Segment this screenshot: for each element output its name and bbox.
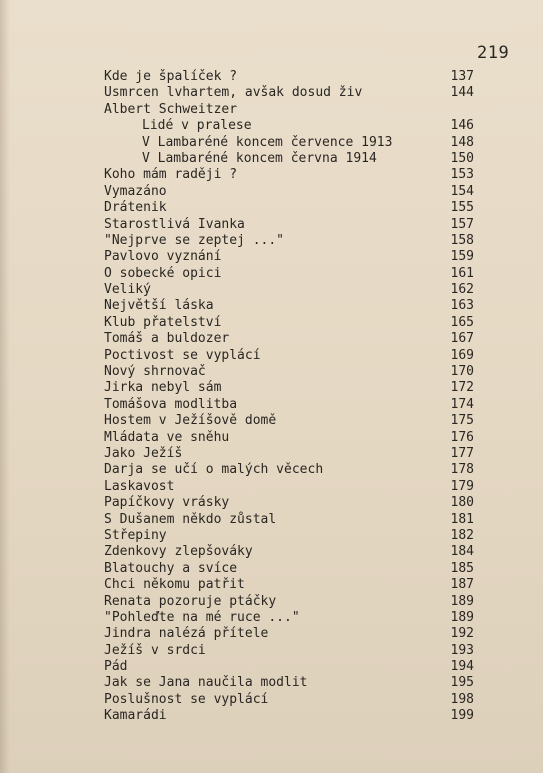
toc-entry [104, 380, 474, 396]
toc-entry [104, 397, 474, 413]
toc-entry-title: Mládata ve sněhu [104, 429, 230, 445]
toc-entry-title: Tomáš a buldozer [104, 331, 230, 347]
toc-entry [104, 118, 474, 134]
page-edge-shadow [0, 0, 10, 773]
toc-entry [104, 348, 474, 364]
toc-entry [104, 528, 474, 544]
toc-entry-page: 161 [450, 265, 474, 281]
toc-entry-title: Klub přatelství [104, 314, 222, 330]
toc-entry-title: Albert Schweitzer [104, 101, 238, 117]
toc-entry-page: 155 [450, 200, 474, 216]
toc-entry-page: 193 [450, 642, 474, 658]
toc-entry-title: "Nejprve se zeptej ..." [104, 232, 285, 248]
toc-entry-title: Kde je špalíček ? [104, 69, 238, 84]
toc-entry-title: "Pohleďte na mé ruce ..." [104, 609, 300, 625]
toc-entry-title: S Dušanem někdo zůstal [104, 511, 277, 527]
toc-entry-title: Darja se učí o malých věcech [104, 462, 324, 478]
toc-entry-page: 150 [450, 150, 474, 166]
toc-entry [104, 249, 474, 265]
toc-entry [104, 298, 474, 314]
toc-entry [104, 233, 474, 249]
toc-entry [104, 544, 474, 560]
toc-entry [104, 692, 474, 708]
toc-entry-title: Pád [104, 659, 128, 675]
toc-entry-title: Starostlivá Ivanka [104, 216, 245, 232]
toc-entry-title: Ježíš v srdci [104, 642, 206, 658]
toc-entry [104, 413, 474, 429]
toc-entry-page: 182 [450, 527, 474, 543]
toc-entry-title: Hostem v Ježíšově domě [104, 413, 277, 429]
toc-entry-title: Papíčkovy vrásky [104, 495, 230, 511]
toc-entry-page: 178 [450, 462, 474, 478]
toc-entry-title: Střepiny [104, 527, 167, 543]
toc-entry-title: Chci někomu patřit [104, 577, 245, 593]
toc-entry-title: Usmrcen lvhartem, avšak dosud živ [104, 85, 363, 101]
toc-entry-page: 185 [450, 560, 474, 576]
toc-entry-title: Blatouchy a svíce [104, 560, 238, 576]
toc-entry-page: 180 [450, 495, 474, 511]
toc-entry-title: Laskavost [104, 478, 175, 494]
toc-entry-page: 189 [450, 609, 474, 625]
toc-entry [104, 331, 474, 347]
toc-entry [104, 151, 474, 167]
toc-entry-page: 177 [450, 445, 474, 461]
toc-entry-title: Jindra nalézá přítele [104, 626, 269, 642]
toc-entry-title: Vymazáno [104, 183, 167, 199]
toc-entry-page: 157 [450, 216, 474, 232]
toc-entry [104, 315, 474, 331]
toc-entry [104, 184, 474, 200]
toc-entry-page: 167 [450, 331, 474, 347]
toc-entry-title: Koho mám raději ? [104, 167, 238, 183]
toc-entry-title: Jak se Jana naučila modlit [104, 675, 308, 691]
toc-entry-title: Renata pozoruje ptáčky [104, 593, 277, 609]
toc-entry-title: Veliký [104, 282, 151, 298]
toc-entry-title: Kamarádi [104, 708, 167, 724]
toc-entry-page: 148 [450, 134, 474, 150]
toc-entry-title: V Lambaréné koncem června 1914 [142, 150, 377, 166]
toc-entry [104, 659, 474, 675]
toc-entry [104, 577, 474, 593]
toc-entry [104, 430, 474, 446]
toc-entry [104, 708, 474, 724]
toc-entry [104, 561, 474, 577]
toc-entry-page: 172 [450, 380, 474, 396]
toc-entry [104, 364, 474, 380]
toc-entry [104, 446, 474, 462]
toc-entry-page: 192 [450, 626, 474, 642]
toc-entry [104, 266, 474, 282]
toc-entry-title: Pavlovo vyznání [104, 249, 222, 265]
toc-entry [104, 594, 474, 610]
toc-entry [104, 479, 474, 495]
toc-entry [104, 200, 474, 216]
toc-entry-title: Největší láska [104, 298, 214, 314]
toc-entry-title: Poslušnost se vyplácí [104, 691, 269, 707]
toc-entry [104, 675, 474, 691]
toc-entry-page: 163 [450, 298, 474, 314]
toc-entry-page: 170 [450, 364, 474, 380]
toc-entry-title: O sobecké opici [104, 265, 222, 281]
toc-entry [104, 626, 474, 642]
toc-entry-title: Tomášova modlitba [104, 396, 238, 412]
toc-entry-page: 165 [450, 314, 474, 330]
toc-entry-page: 144 [450, 85, 474, 101]
toc-entry-page: 187 [450, 577, 474, 593]
toc-entry-page: 162 [450, 282, 474, 298]
toc-entry-page: 159 [450, 249, 474, 265]
toc-entry-page: 146 [450, 118, 474, 134]
toc-entry [104, 167, 474, 183]
toc-entry [104, 282, 474, 298]
toc-entry-page: 199 [450, 708, 474, 724]
toc-entry-title: Poctivost se vyplácí [104, 347, 261, 363]
toc-entry-title: Drátenik [104, 200, 167, 216]
toc-entry-page: 153 [450, 167, 474, 183]
page-number: 219 [477, 43, 510, 63]
toc-entry-page: 169 [450, 347, 474, 363]
toc-entry [104, 643, 474, 659]
toc-entry [104, 102, 474, 118]
toc-entry [104, 135, 474, 151]
toc-entry-page: 195 [450, 675, 474, 691]
toc-entry [104, 495, 474, 511]
toc-entry-title: Jirka nebyl sám [104, 380, 222, 396]
toc-entry-page: 179 [450, 478, 474, 494]
toc-entry-page: 137 [450, 69, 474, 84]
toc-entry-page: 176 [450, 429, 474, 445]
toc-entry-title: Zdenkovy zlepšováky [104, 544, 253, 560]
toc-entry-title: Jako Ježíš [104, 445, 183, 461]
toc-entry [104, 610, 474, 626]
toc-entry-page: 184 [450, 544, 474, 560]
toc-entry-page: 158 [450, 232, 474, 248]
toc-entry-page: 194 [450, 659, 474, 675]
table-of-contents [104, 69, 474, 725]
toc-entry-page: 175 [450, 413, 474, 429]
toc-entry-title: Nový shrnovač [104, 364, 206, 380]
toc-entry-page: 189 [450, 593, 474, 609]
toc-entry [104, 217, 474, 233]
toc-entry [104, 69, 474, 85]
toc-entry-page: 174 [450, 396, 474, 412]
toc-entry-title: V Lambaréné koncem července 1913 [142, 134, 393, 150]
toc-entry-title: Lidé v pralese [142, 118, 252, 134]
toc-entry [104, 85, 474, 101]
toc-entry-page: 154 [450, 183, 474, 199]
toc-entry-page: 181 [450, 511, 474, 527]
toc-entry [104, 512, 474, 528]
toc-entry-page: 198 [450, 691, 474, 707]
toc-entry [104, 462, 474, 478]
